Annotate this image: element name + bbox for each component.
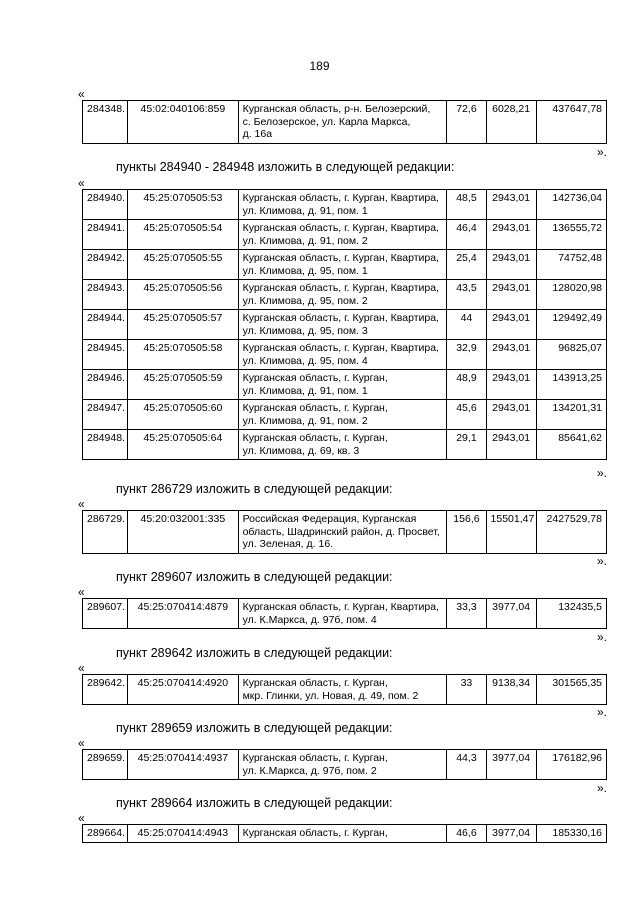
table-row xyxy=(83,340,607,370)
item-number: 289664. xyxy=(83,825,128,843)
cadastral-number: 45:25:070414:4937 xyxy=(128,750,238,780)
address xyxy=(238,400,447,430)
area: 156,6 xyxy=(447,511,486,554)
cadastral-number: 45:25:070505:58 xyxy=(128,340,238,370)
price: 2943,01 xyxy=(486,220,536,250)
instruction-paragraph: пункт 289607 изложить в следующей редакции: xyxy=(116,570,393,584)
total: 136555,72 xyxy=(536,220,606,250)
quote-open: « xyxy=(78,176,85,190)
table-row xyxy=(83,825,607,843)
address-line: д. 16а xyxy=(242,128,273,140)
item-number: 284942. xyxy=(83,250,128,280)
address-line: Курганская область, г. Курган, Квартира, xyxy=(242,192,439,204)
address xyxy=(238,280,447,310)
area: 72,6 xyxy=(447,101,486,144)
address-line: ул. Климова, д. 91, пом. 1 xyxy=(242,384,368,397)
address-line: ул. Климова, д. 95, пом. 2 xyxy=(242,294,368,307)
area: 29,1 xyxy=(447,430,486,460)
table-row xyxy=(83,750,607,780)
address-line: ул. Климова, д. 91, пом. 1 xyxy=(242,204,368,217)
total: 2427529,78 xyxy=(536,511,606,554)
instruction-paragraph: пункт 289664 изложить в следующей редакции: xyxy=(116,796,393,810)
cadastral-number: 45:25:070505:57 xyxy=(128,310,238,340)
address xyxy=(238,511,447,554)
quote-open: « xyxy=(78,497,85,511)
table-row xyxy=(83,280,607,310)
total: 437647,78 xyxy=(536,101,606,144)
register-table xyxy=(82,824,607,843)
total: 85641,62 xyxy=(536,430,606,460)
table-row xyxy=(83,190,607,220)
address-line: Российская Федерация, Курганская xyxy=(242,513,417,525)
item-number: 284946. xyxy=(83,370,128,400)
address-line: ул. Климова, д. 69, кв. 3 xyxy=(242,444,360,457)
price: 2943,01 xyxy=(486,310,536,340)
register-table xyxy=(82,100,607,144)
cadastral-number: 45:02:040106:859 xyxy=(128,101,238,144)
cadastral-number: 45:25:070505:64 xyxy=(128,430,238,460)
price: 2943,01 xyxy=(486,430,536,460)
area: 48,9 xyxy=(447,370,486,400)
address xyxy=(238,675,447,705)
item-number: 289659. xyxy=(83,750,128,780)
table-row xyxy=(83,400,607,430)
quote-close: ». xyxy=(596,781,607,795)
cadastral-number: 45:25:070505:56 xyxy=(128,280,238,310)
cadastral-number: 45:25:070414:4879 xyxy=(128,599,238,629)
address-line: Курганская область, г. Курган, Квартира, xyxy=(242,282,439,294)
quote-close: ». xyxy=(596,145,607,159)
area: 45,6 xyxy=(447,400,486,430)
instruction-paragraph: пункты 284940 - 284948 изложить в следующей редакции: xyxy=(116,160,455,174)
register-table xyxy=(82,674,607,705)
price: 6028,21 xyxy=(486,101,536,144)
price: 2943,01 xyxy=(486,250,536,280)
instruction-paragraph: пункт 289659 изложить в следующей редакции: xyxy=(116,721,393,735)
quote-close: ». xyxy=(596,630,607,644)
item-number: 284948. xyxy=(83,430,128,460)
cadastral-number: 45:25:070505:53 xyxy=(128,190,238,220)
address xyxy=(238,430,447,460)
cadastral-number: 45:20:032001:335 xyxy=(128,511,238,554)
address xyxy=(238,825,447,843)
total: 143913,25 xyxy=(536,370,606,400)
item-number: 286729. xyxy=(83,511,128,554)
quote-open: « xyxy=(78,661,85,675)
cadastral-number: 45:25:070505:54 xyxy=(128,220,238,250)
area: 33,3 xyxy=(447,599,486,629)
table-row xyxy=(83,370,607,400)
table-row xyxy=(83,511,607,554)
address-line: Курганская область, г. Курган, xyxy=(242,677,388,689)
address-line: ул. К.Маркса, д. 97б, пом. 2 xyxy=(242,764,377,777)
address-line: ул. Климова, д. 95, пом. 4 xyxy=(242,354,368,367)
table-row xyxy=(83,220,607,250)
address-line: ул. Климова, д. 95, пом. 3 xyxy=(242,324,368,337)
address-line: Курганская область, г. Курган, xyxy=(242,432,388,444)
address-line: ул. Зеленая, д. 16. xyxy=(242,538,334,550)
address-line: Курганская область, г. Курган, Квартира, xyxy=(242,222,439,234)
address-line: Курганская область, р-н. Белозерский, xyxy=(242,103,431,115)
address-line: ул. Климова, д. 91, пом. 2 xyxy=(242,414,368,427)
table-row xyxy=(83,101,607,144)
address-line: ул. К.Маркса, д. 97б, пом. 4 xyxy=(242,613,377,626)
cadastral-number: 45:25:070414:4920 xyxy=(128,675,238,705)
total: 74752,48 xyxy=(536,250,606,280)
cadastral-number: 45:25:070505:55 xyxy=(128,250,238,280)
area: 33 xyxy=(447,675,486,705)
address-line: Курганская область, г. Курган, Квартира, xyxy=(242,601,439,613)
address xyxy=(238,220,447,250)
total: 128020,98 xyxy=(536,280,606,310)
quote-open: « xyxy=(78,811,85,825)
address-line: Курганская область, г. Курган, Квартира, xyxy=(242,342,439,354)
address-line: Курганская область, г. Курган, xyxy=(242,372,388,384)
register-table xyxy=(82,189,607,460)
item-number: 284944. xyxy=(83,310,128,340)
address-line: с. Белозерское, ул. Карла Маркса, xyxy=(242,115,411,128)
price: 3977,04 xyxy=(486,750,536,780)
quote-open: « xyxy=(78,87,85,101)
address-line: Курганская область, г. Курган, xyxy=(242,752,388,764)
address xyxy=(238,250,447,280)
instruction-paragraph: пункт 286729 изложить в следующей редакции: xyxy=(116,482,393,496)
quote-close: ». xyxy=(596,466,607,480)
table-row xyxy=(83,310,607,340)
price: 2943,01 xyxy=(486,340,536,370)
address-line: мкр. Глинки, ул. Новая, д. 49, пом. 2 xyxy=(242,689,419,702)
address-line: ул. Климова, д. 95, пом. 1 xyxy=(242,264,368,277)
total: 185330,16 xyxy=(536,825,606,843)
address-line: ул. Климова, д. 91, пом. 2 xyxy=(242,234,368,247)
area: 48,5 xyxy=(447,190,486,220)
item-number: 284940. xyxy=(83,190,128,220)
table-row xyxy=(83,599,607,629)
address xyxy=(238,340,447,370)
item-number: 284947. xyxy=(83,400,128,430)
total: 301565,35 xyxy=(536,675,606,705)
instruction-paragraph: пункт 289642 изложить в следующей редакции: xyxy=(116,646,393,660)
register-table xyxy=(82,598,607,629)
address-line: область, Шадринский район, д. Просвет, xyxy=(242,525,440,538)
quote-open: « xyxy=(78,736,85,750)
table-row xyxy=(83,250,607,280)
register-table xyxy=(82,510,607,554)
item-number: 284945. xyxy=(83,340,128,370)
page-number: 189 xyxy=(309,59,330,73)
cadastral-number: 45:25:070505:60 xyxy=(128,400,238,430)
area: 44,3 xyxy=(447,750,486,780)
area: 32,9 xyxy=(447,340,486,370)
total: 132435,5 xyxy=(536,599,606,629)
area: 44 xyxy=(447,310,486,340)
quote-open: « xyxy=(78,585,85,599)
price: 9138,34 xyxy=(486,675,536,705)
table-row xyxy=(83,675,607,705)
address xyxy=(238,310,447,340)
table-row xyxy=(83,430,607,460)
area: 46,6 xyxy=(447,825,486,843)
total: 176182,96 xyxy=(536,750,606,780)
quote-close: ». xyxy=(596,705,607,719)
price: 3977,04 xyxy=(486,599,536,629)
total: 142736,04 xyxy=(536,190,606,220)
item-number: 284348. xyxy=(83,101,128,144)
address-line: Курганская область, г. Курган, Квартира, xyxy=(242,312,439,324)
register-table xyxy=(82,749,607,780)
cadastral-number: 45:25:070505:59 xyxy=(128,370,238,400)
total: 96825,07 xyxy=(536,340,606,370)
item-number: 289607. xyxy=(83,599,128,629)
area: 46,4 xyxy=(447,220,486,250)
price: 2943,01 xyxy=(486,190,536,220)
address-line: Курганская область, г. Курган, Квартира, xyxy=(242,252,439,264)
address xyxy=(238,101,447,144)
address-line: Курганская область, г. Курган, xyxy=(242,827,388,839)
price: 2943,01 xyxy=(486,280,536,310)
address xyxy=(238,750,447,780)
price: 15501,47 xyxy=(486,511,536,554)
area: 25,4 xyxy=(447,250,486,280)
address-line: Курганская область, г. Курган, xyxy=(242,402,388,414)
total: 129492,49 xyxy=(536,310,606,340)
price: 2943,01 xyxy=(486,370,536,400)
address xyxy=(238,190,447,220)
item-number: 289642. xyxy=(83,675,128,705)
price: 2943,01 xyxy=(486,400,536,430)
address xyxy=(238,599,447,629)
price: 3977,04 xyxy=(486,825,536,843)
cadastral-number: 45:25:070414:4943 xyxy=(128,825,238,843)
address xyxy=(238,370,447,400)
total: 134201,31 xyxy=(536,400,606,430)
item-number: 284943. xyxy=(83,280,128,310)
quote-close: ». xyxy=(596,554,607,568)
area: 43,5 xyxy=(447,280,486,310)
item-number: 284941. xyxy=(83,220,128,250)
